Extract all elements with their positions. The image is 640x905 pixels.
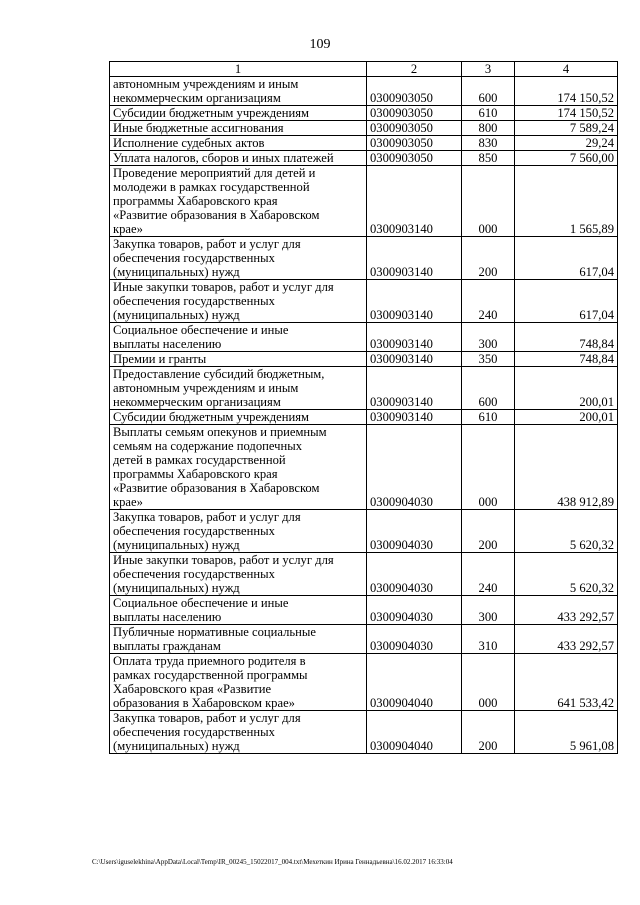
column-header-code: 2 bbox=[367, 62, 462, 77]
table-row bbox=[110, 553, 618, 596]
cell-code: 0300903050 bbox=[367, 121, 462, 136]
cell-type: 300 bbox=[462, 596, 515, 625]
cell-type: 000 bbox=[462, 425, 515, 510]
cell-sum: 5 961,08 bbox=[515, 711, 618, 754]
column-header-sum: 4 bbox=[515, 62, 618, 77]
cell-code: 0300903140 bbox=[367, 323, 462, 352]
cell-type: 600 bbox=[462, 77, 515, 106]
cell-code: 0300903140 bbox=[367, 352, 462, 367]
cell-code: 0300904040 bbox=[367, 711, 462, 754]
cell-sum: 617,04 bbox=[515, 280, 618, 323]
cell-type: 200 bbox=[462, 510, 515, 553]
table-row bbox=[110, 121, 618, 136]
cell-name: Исполнение судебных актов bbox=[110, 136, 367, 151]
table-row bbox=[110, 323, 618, 352]
cell-name: Иные бюджетные ассигнования bbox=[110, 121, 367, 136]
cell-type: 200 bbox=[462, 237, 515, 280]
cell-code: 0300904030 bbox=[367, 553, 462, 596]
table-row bbox=[110, 352, 618, 367]
cell-name: Оплата труда приемного родителя в рамках государственной программы Хабаровского края «Развитие образования в Хабаровском крае» bbox=[110, 654, 367, 711]
cell-sum: 29,24 bbox=[515, 136, 618, 151]
cell-sum: 641 533,42 bbox=[515, 654, 618, 711]
page-number: 109 bbox=[309, 37, 331, 52]
file-path-footer: C:\Users\iguselekhina\AppData\Local\Temp\IR_00245_15022017_004.txt\Мехеткин Ирина Геннадьевна\16.02.2017 16:33:04 bbox=[92, 858, 453, 866]
cell-sum: 7 589,24 bbox=[515, 121, 618, 136]
cell-name: Социальное обеспечение и иные выплаты населению bbox=[110, 323, 367, 352]
column-header-type: 3 bbox=[462, 62, 515, 77]
table-row bbox=[110, 77, 618, 106]
table-row bbox=[110, 410, 618, 425]
cell-code: 0300903140 bbox=[367, 280, 462, 323]
cell-code: 0300904030 bbox=[367, 625, 462, 654]
cell-name: Иные закупки товаров, работ и услуг для обеспечения государственных (муниципальных) нужд bbox=[110, 280, 367, 323]
cell-code: 0300904030 bbox=[367, 510, 462, 553]
cell-type: 000 bbox=[462, 166, 515, 237]
table-row bbox=[110, 654, 618, 711]
cell-code: 0300904030 bbox=[367, 596, 462, 625]
cell-type: 610 bbox=[462, 106, 515, 121]
cell-sum: 200,01 bbox=[515, 367, 618, 410]
cell-type: 300 bbox=[462, 323, 515, 352]
cell-name: Предоставление субсидий бюджетным, автономным учреждениям и иным некоммерческим организациям bbox=[110, 367, 367, 410]
cell-code: 0300904040 bbox=[367, 654, 462, 711]
table-row bbox=[110, 237, 618, 280]
cell-name: Публичные нормативные социальные выплаты гражданам bbox=[110, 625, 367, 654]
table-row bbox=[110, 625, 618, 654]
column-header-name: 1 bbox=[110, 62, 367, 77]
cell-name: Закупка товаров, работ и услуг для обеспечения государственных (муниципальных) нужд bbox=[110, 510, 367, 553]
cell-code: 0300903140 bbox=[367, 237, 462, 280]
cell-code: 0300903140 bbox=[367, 410, 462, 425]
cell-type: 000 bbox=[462, 654, 515, 711]
table-row bbox=[110, 510, 618, 553]
cell-sum: 617,04 bbox=[515, 237, 618, 280]
cell-sum: 748,84 bbox=[515, 352, 618, 367]
table-row bbox=[110, 106, 618, 121]
cell-sum: 5 620,32 bbox=[515, 510, 618, 553]
cell-name: Субсидии бюджетным учреждениям bbox=[110, 106, 367, 121]
cell-type: 800 bbox=[462, 121, 515, 136]
cell-sum: 433 292,57 bbox=[515, 596, 618, 625]
cell-code: 0300903140 bbox=[367, 367, 462, 410]
table-row bbox=[110, 280, 618, 323]
cell-sum: 1 565,89 bbox=[515, 166, 618, 237]
cell-sum: 200,01 bbox=[515, 410, 618, 425]
cell-sum: 174 150,52 bbox=[515, 106, 618, 121]
cell-sum: 7 560,00 bbox=[515, 151, 618, 166]
cell-name: Закупка товаров, работ и услуг для обеспечения государственных (муниципальных) нужд bbox=[110, 711, 367, 754]
cell-code: 0300903050 bbox=[367, 151, 462, 166]
cell-name: Уплата налогов, сборов и иных платежей bbox=[110, 151, 367, 166]
cell-name: автономным учреждениям и иным некоммерческим организациям bbox=[110, 77, 367, 106]
cell-name: Субсидии бюджетным учреждениям bbox=[110, 410, 367, 425]
cell-type: 240 bbox=[462, 553, 515, 596]
cell-code: 0300903140 bbox=[367, 166, 462, 237]
table-row bbox=[110, 711, 618, 754]
budget-table bbox=[109, 61, 618, 754]
table-row bbox=[110, 425, 618, 510]
table-row bbox=[110, 136, 618, 151]
cell-name: Иные закупки товаров, работ и услуг для обеспечения государственных (муниципальных) нужд bbox=[110, 553, 367, 596]
cell-sum: 174 150,52 bbox=[515, 77, 618, 106]
table-row bbox=[110, 151, 618, 166]
table-row bbox=[110, 596, 618, 625]
cell-sum: 5 620,32 bbox=[515, 553, 618, 596]
table-header-row bbox=[110, 62, 618, 77]
cell-code: 0300903050 bbox=[367, 136, 462, 151]
cell-type: 310 bbox=[462, 625, 515, 654]
cell-name: Социальное обеспечение и иные выплаты населению bbox=[110, 596, 367, 625]
cell-name: Премии и гранты bbox=[110, 352, 367, 367]
table-row bbox=[110, 166, 618, 237]
cell-name: Закупка товаров, работ и услуг для обеспечения государственных (муниципальных) нужд bbox=[110, 237, 367, 280]
cell-sum: 438 912,89 bbox=[515, 425, 618, 510]
table-row bbox=[110, 367, 618, 410]
cell-type: 200 bbox=[462, 711, 515, 754]
cell-code: 0300904030 bbox=[367, 425, 462, 510]
cell-type: 850 bbox=[462, 151, 515, 166]
cell-type: 240 bbox=[462, 280, 515, 323]
cell-type: 830 bbox=[462, 136, 515, 151]
cell-sum: 433 292,57 bbox=[515, 625, 618, 654]
cell-name: Выплаты семьям опекунов и приемным семьям на содержание подопечных детей в рамках государственной программы Хабаровского края «Развитие образования в Хабаровском крае» bbox=[110, 425, 367, 510]
cell-type: 350 bbox=[462, 352, 515, 367]
cell-type: 600 bbox=[462, 367, 515, 410]
cell-type: 610 bbox=[462, 410, 515, 425]
cell-name: Проведение мероприятий для детей и молодежи в рамках государственной программы Хабаровского края «Развитие образования в Хабаровском крае» bbox=[110, 166, 367, 237]
cell-sum: 748,84 bbox=[515, 323, 618, 352]
cell-code: 0300903050 bbox=[367, 106, 462, 121]
cell-code: 0300903050 bbox=[367, 77, 462, 106]
